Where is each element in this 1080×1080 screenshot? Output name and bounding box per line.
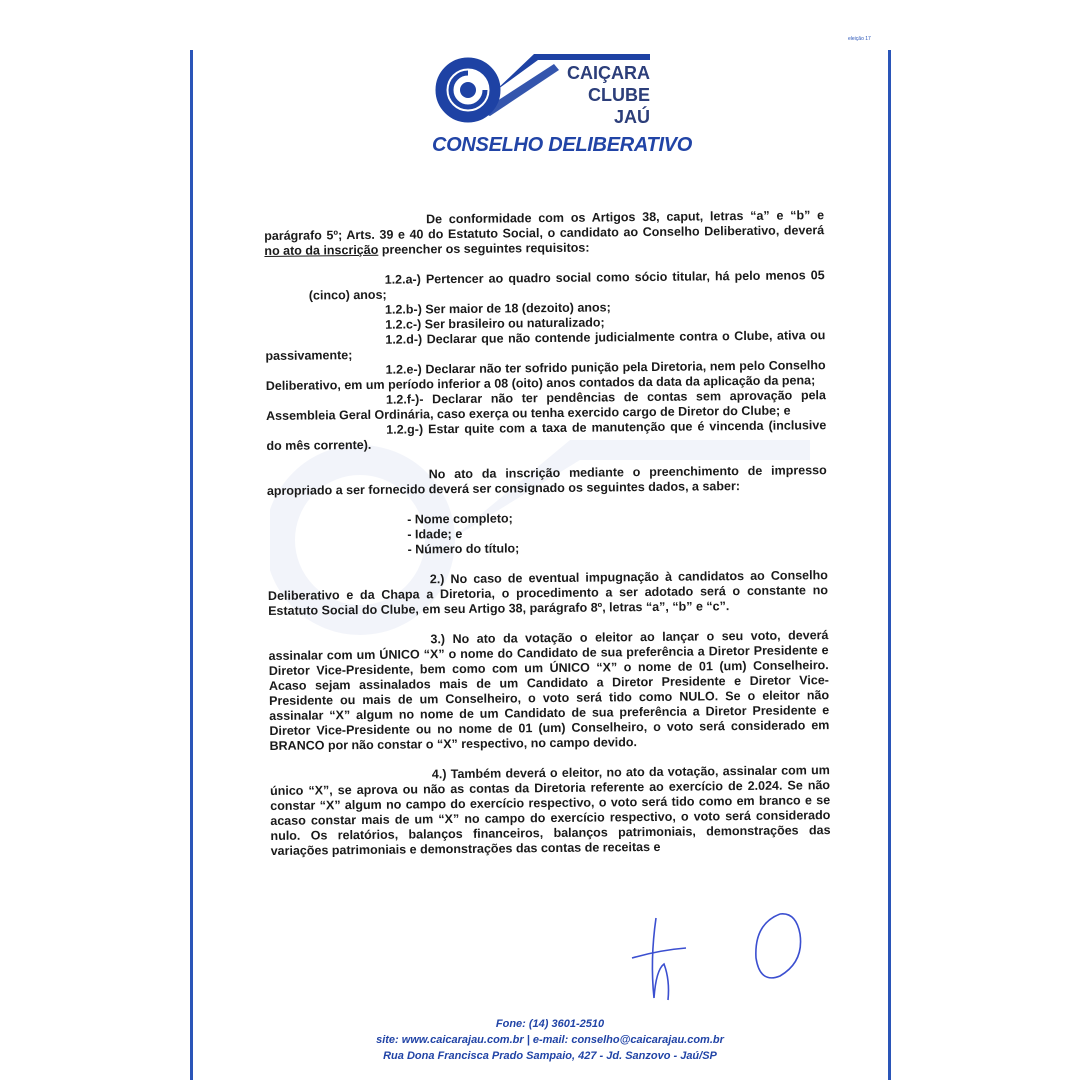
requirement-f: 1.2.f-)- Declarar não ter pendências de contas sem aprovação pela Assembleia Geral Ordinária, caso exerça ou tenha exercido cargo de Diretor do Clube; e (266, 388, 827, 423)
required-data-list (267, 508, 827, 559)
intro-underlined: no ato da inscrição (264, 242, 379, 258)
intro-paragraph (264, 208, 824, 259)
right-margin-rule (888, 50, 891, 1080)
logo-line-3: JAÚ (613, 107, 650, 127)
intro-text-b: preencher os seguintes requisitos: (378, 240, 590, 257)
footer-address: Rua Dona Francisca Prado Sampaio, 427 - Jd. Sanzovo - Jaú/SP (383, 1050, 717, 1062)
list-item: - Nome completo; (407, 511, 513, 527)
footer-contact (370, 1016, 730, 1064)
council-title: CONSELHO DELIBERATIVO (432, 134, 693, 156)
paragraph-2: 2.) No caso de eventual impugnação à candidatos ao Conselho Deliberativo e da Chapa a Diretoria, o procedimento a ser adotado será o constante no Estatuto Social do Clube, em seu Artigo 38, parágrafo 8º, letras “a”, “b” e “c”. (267, 568, 829, 618)
list-item: - Idade; e (407, 526, 463, 542)
club-logo-text (560, 62, 650, 128)
corner-note: eleição 17 (848, 36, 871, 42)
footer-phone: Fone: (14) 3601-2510 (495, 1018, 605, 1030)
document-body (264, 208, 831, 859)
requirement-b: 1.2.b-) Ser maior de 18 (dezoito) anos; (384, 300, 611, 317)
requirement-a: 1.2.a-) Pertencer ao quadro social como sócio titular, há pelo menos 05 (cinco) anos; (308, 268, 825, 303)
list-item: - Número do título; (407, 541, 520, 557)
logo-line-2: CLUBE (588, 85, 650, 105)
handwritten-initials (620, 900, 820, 1010)
paragraph-3: 3.) No ato da votação o eleitor ao lançar o seu voto, deverá assinalar com um ÚNICO “X” o nome do Candidato de sua preferência a Diretor Presidente e Diretor Vice-Presidente, bem como com um ÚNICO “X” o nome de 01 (um) Conselheiro. Acaso sejam assinalados mais de um Candidato a Diretor Presidente e Diretor Vice-Presidente ou mais de um Conselheiro, o voto será tido como NULO. Se o eleitor não assinalar “X” algum no nome de um Candidato de sua preferência a Diretor Presidente e Diretor Vice-Presidente ou no nome de 01 (um) Conselheiro, o voto será considerado em BRANCO por não constar o “X” respectivo, no campo devido. (268, 628, 830, 753)
inscricao-paragraph: No ato da inscrição mediante o preenchimento de impresso apropriado a ser fornecido deverá ser consignado os seguintes dados, a saber: (266, 463, 827, 498)
requirement-c: 1.2.c-) Ser brasileiro ou naturalizado; (385, 315, 605, 332)
paragraph-4: 4.) Também deverá o eleitor, no ato da votação, assinalar com um único “X”, se aprova ou não as contas da Diretoria referente ao exercício de 2.024. Se não constar “X” algum no campo do exercício respectivo, o voto será tido como em branco e se acaso constar mais de um “X” no campo do exercício respectivo, o voto será considerado nulo. Os relatórios, balanços financeiros, balanços patrimoniais, demonstrações das variações patrimoniais e demonstrações das contas de receitas e (269, 763, 831, 858)
intro-text-a: De conformidade com os Artigos 38, caput, letras “a” e “b” e parágrafo 5º; Arts. 39 e 40 do Estatuto Social, o candidato ao Conselho Deliberativo, deverá (264, 208, 825, 243)
requirement-g: 1.2.g-) Estar quite com a taxa de manutenção que é vincenda (inclusive do mês corrente). (266, 418, 827, 453)
left-margin-rule (190, 50, 193, 1080)
requirement-e: 1.2.e-) Declarar não ter sofrido punição pela Diretoria, nem pelo Conselho Deliberativo, em um período inferior a 08 (oito) anos contados da data da aplicação da pena; (265, 358, 826, 393)
footer-site-email: site: www.caicarajau.com.br | e-mail: conselho@caicarajau.com.br (376, 1034, 724, 1046)
logo-line-1: CAIÇARA (567, 63, 650, 83)
requirement-d: 1.2.d-) Declarar que não contende judicialmente contra o Clube, ativa ou passivamente; (265, 328, 826, 363)
